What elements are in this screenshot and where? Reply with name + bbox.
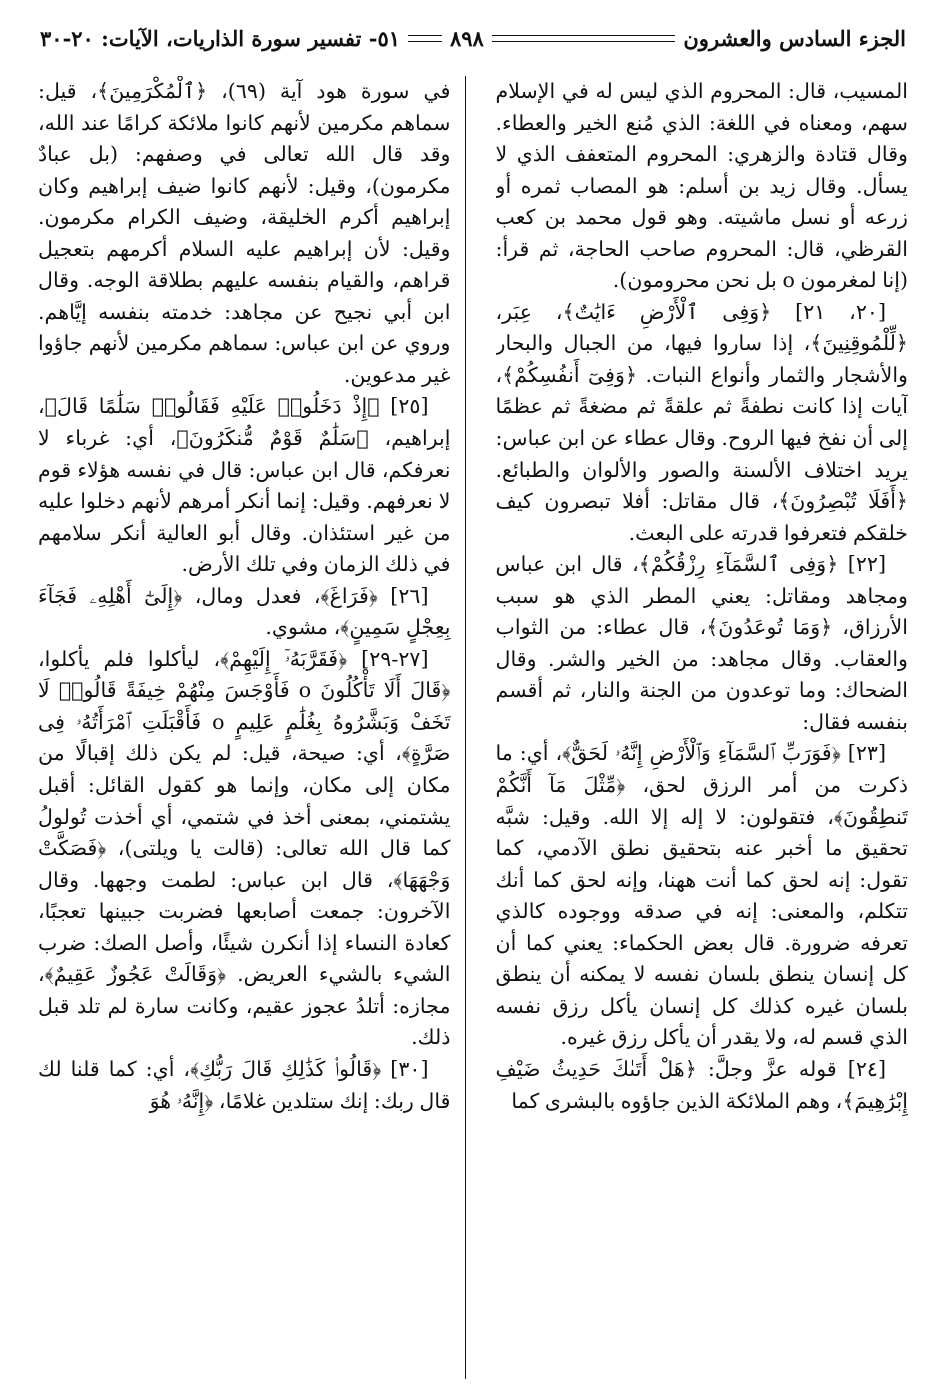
running-header — [40, 20, 906, 56]
header-rule-short — [408, 35, 442, 42]
paragraph: [٢٣] ﴿فَوَرَبِّ ٱلسَّمَآءِ وَٱلْأَرْضِ إِنَّهُۥ لَحَقٌّ﴾، أي: ما ذكرت من أمر الرزق لحق، ﴿مِّثْلَ مَآ أَنَّكُمْ تَنطِقُونَ﴾، فتقولون: لا إله إلا الله. وقيل: شبَّه تحقيق ما أخبر عنه بتحقيق نطق الآدمي، كما تقول: إنه لحق كما أنت ههنا، وإنه لحق كما أنك تتكلم، والمعنى: إنه في صدقه ووجوده كالذي تعرفه ضرورة. قال بعض الحكماء: يعني كما أن كل إنسان ينطق بلسان نفسه لا يمكنه أن ينطق بلسان غيره كذلك كل إنسان يأكل رزق نفسه الذي قسم له، ولا يقدر أن يأكل رزق غيره. — [495, 741, 908, 1050]
paragraph: [٢٦] ﴿فَرَاغَ﴾، فعدل ومال، ﴿إِلَىٰٓ أَهْلِهِۦ فَجَآءَ بِعِجْلٍ سَمِينٍ﴾، مشوي. — [38, 583, 451, 640]
paragraph: في سورة هود آية (٦٩)، ﴿ٱلْمُكْرَمِينَ﴾، قيل: سماهم مكرمين لأنهم كانوا ملائكة كرامًا عند الله، وقد قال الله تعالى في وصفهم: (بل عبادٌ مكرمون)، وقيل: لأنهم كانوا ضيف إبراهيم وكان إبراهيم أكرم الخليقة، وضيف الكرام مكرمون. وقيل: لأن إبراهيم عليه السلام أكرمهم بتعجيل قراهم، والقيام بنفسه عليهم بطلاقة الوجه. وقال ابن أبي نجيح عن مجاهد: خدمته بنفسه إيَّاهم. وروي عن ابن عباس: سماهم مكرمين لأنهم جاؤوا غير مدعوين. — [38, 79, 451, 387]
paragraph: [٢٤] قوله عزَّ وجلَّ: ﴿هَلْ أَتَىٰكَ حَدِيثُ ضَيْفِ إِبْرَٰهِيمَ﴾، وهم الملائكة الذين جاؤوه بالبشرى كما — [495, 1056, 908, 1113]
text-columns — [38, 76, 908, 1379]
paragraph: [٢٠، ٢١] ﴿وَفِى ٱلْأَرْضِ ءَايَٰتٌ﴾، عِبَر، ﴿لِّلْمُوقِنِينَ﴾، إذا ساروا فيها، من الجبال والبحار والأشجار والثمار وأنواع النبات. ﴿وَفِىٓ أَنفُسِكُمْ﴾، آيات إذا كانت نطفةً ثم علقةً ثم مضغةً ثم عظمًا إلى أن نفخ فيها الروح. وقال عطاء عن ابن عباس: يريد اختلاف الألسنة والصور والألوان والطبائع. ﴿أَفَلَا تُبْصِرُونَ﴾، قال مقاتل: أفلا تبصرون كيف خلقكم فتعرفوا قدرته على البعث. — [495, 299, 908, 545]
header-page-number: ٨٩٨ — [450, 25, 484, 51]
right-column — [496, 76, 909, 1379]
paragraph: المسيب، قال: المحروم الذي ليس له في الإسلام سهم، ومعناه في اللغة: الذي مُنع الخير والعطاء. وقال قتادة والزهري: المحروم المتعفف الذي لا يسأل. وقال زيد بن أسلم: هو المصاب ثمره أو زرعه أو نسل ماشيته. وهو قول محمد بن كعب القرظي، قال: المحروم صاحب الحاجة، ثم قرأ: (إنا لمغرمون o بل نحن محرومون). — [495, 79, 908, 293]
paragraph: [٢٢] ﴿وَفِى ٱلسَّمَآءِ رِزْقُكُمْ﴾، قال ابن عباس ومجاهد ومقاتل: يعني المطر الذي هو سبب الأرزاق، ﴿وَمَا تُوعَدُونَ﴾، قال عطاء: من الثواب والعقاب. وقال مجاهد: من الخير والشر. وقال الضحاك: وما توعدون من الجنة والنار، ثم أقسم بنفسه فقال: — [495, 552, 908, 734]
header-rule — [492, 35, 676, 42]
header-surah-title: ٥١- تفسير سورة الذاريات، الآيات: ٢٠-٣٠ — [40, 25, 400, 51]
paragraph: [٣٠] ﴿قَالُوا۟ كَذَٰلِكِ قَالَ رَبُّكِ﴾، أي: كما قلنا لك قال ربك: إنك ستلدين غلامًا، ﴿إِنَّهُۥ هُوَ — [38, 1056, 451, 1113]
left-column — [38, 76, 466, 1379]
header-part-title: الجزء السادس والعشرون — [683, 25, 906, 51]
paragraph: [٢٧-٢٩] ﴿فَقَرَّبَهُۥٓ إِلَيْهِمْ﴾، ليأكلوا فلم يأكلوا، ﴿قَالَ أَلَا تَأْكُلُونَ o فَأَوْجَسَ مِنْهُمْ خِيفَةً قَالُوا۟ لَا تَخَفْ وَبَشَّرُوهُ بِغُلَٰمٍ عَلِيمٍ o فَأَقْبَلَتِ ٱمْرَأَتُهُۥ فِى صَرَّةٍ﴾، أي: صيحة، قيل: لم يكن ذلك إقبالًا من مكان إلى مكان، وإنما هو كقول القائل: أقبل يشتمني، بمعنى أخذ في شتمي، أي أخذت تُولولُ كما قال الله تعالى: (قالت يا ويلتى)، ﴿فَصَكَّتْ وَجْهَهَا﴾، قال ابن عباس: لطمت وجهها. وقال الآخرون: جمعت أصابعها فضربت جبينها تعجبًا، كعادة النساء إذا أنكرن شيئًا، وأصل الصك: ضرب الشيء بالشيء العريض. ﴿وَقَالَتْ عَجُوزٌ عَقِيمٌ﴾، مجازه: أتلدُ عجوز عقيم، وكانت سارة لم تلد قبل ذلك. — [38, 646, 451, 1050]
paragraph: [٢٥] ﴿إِذْ دَخَلُوا۟ عَلَيْهِ فَقَالُوا۟ سَلَٰمًا قَالَ﴾، إبراهيم، ﴿سَلَٰمٌ قَوْمٌ مُّنكَرُونَ﴾، أي: غرباء لا نعرفكم، قال ابن عباس: قال في نفسه هؤلاء قوم لا نعرفهم. وقيل: إنما أنكر أمرهم لأنهم دخلوا عليه من غير استئذان. وقال أبو العالية أنكر سلامهم في ذلك الزمان وفي تلك الأرض. — [38, 394, 451, 577]
